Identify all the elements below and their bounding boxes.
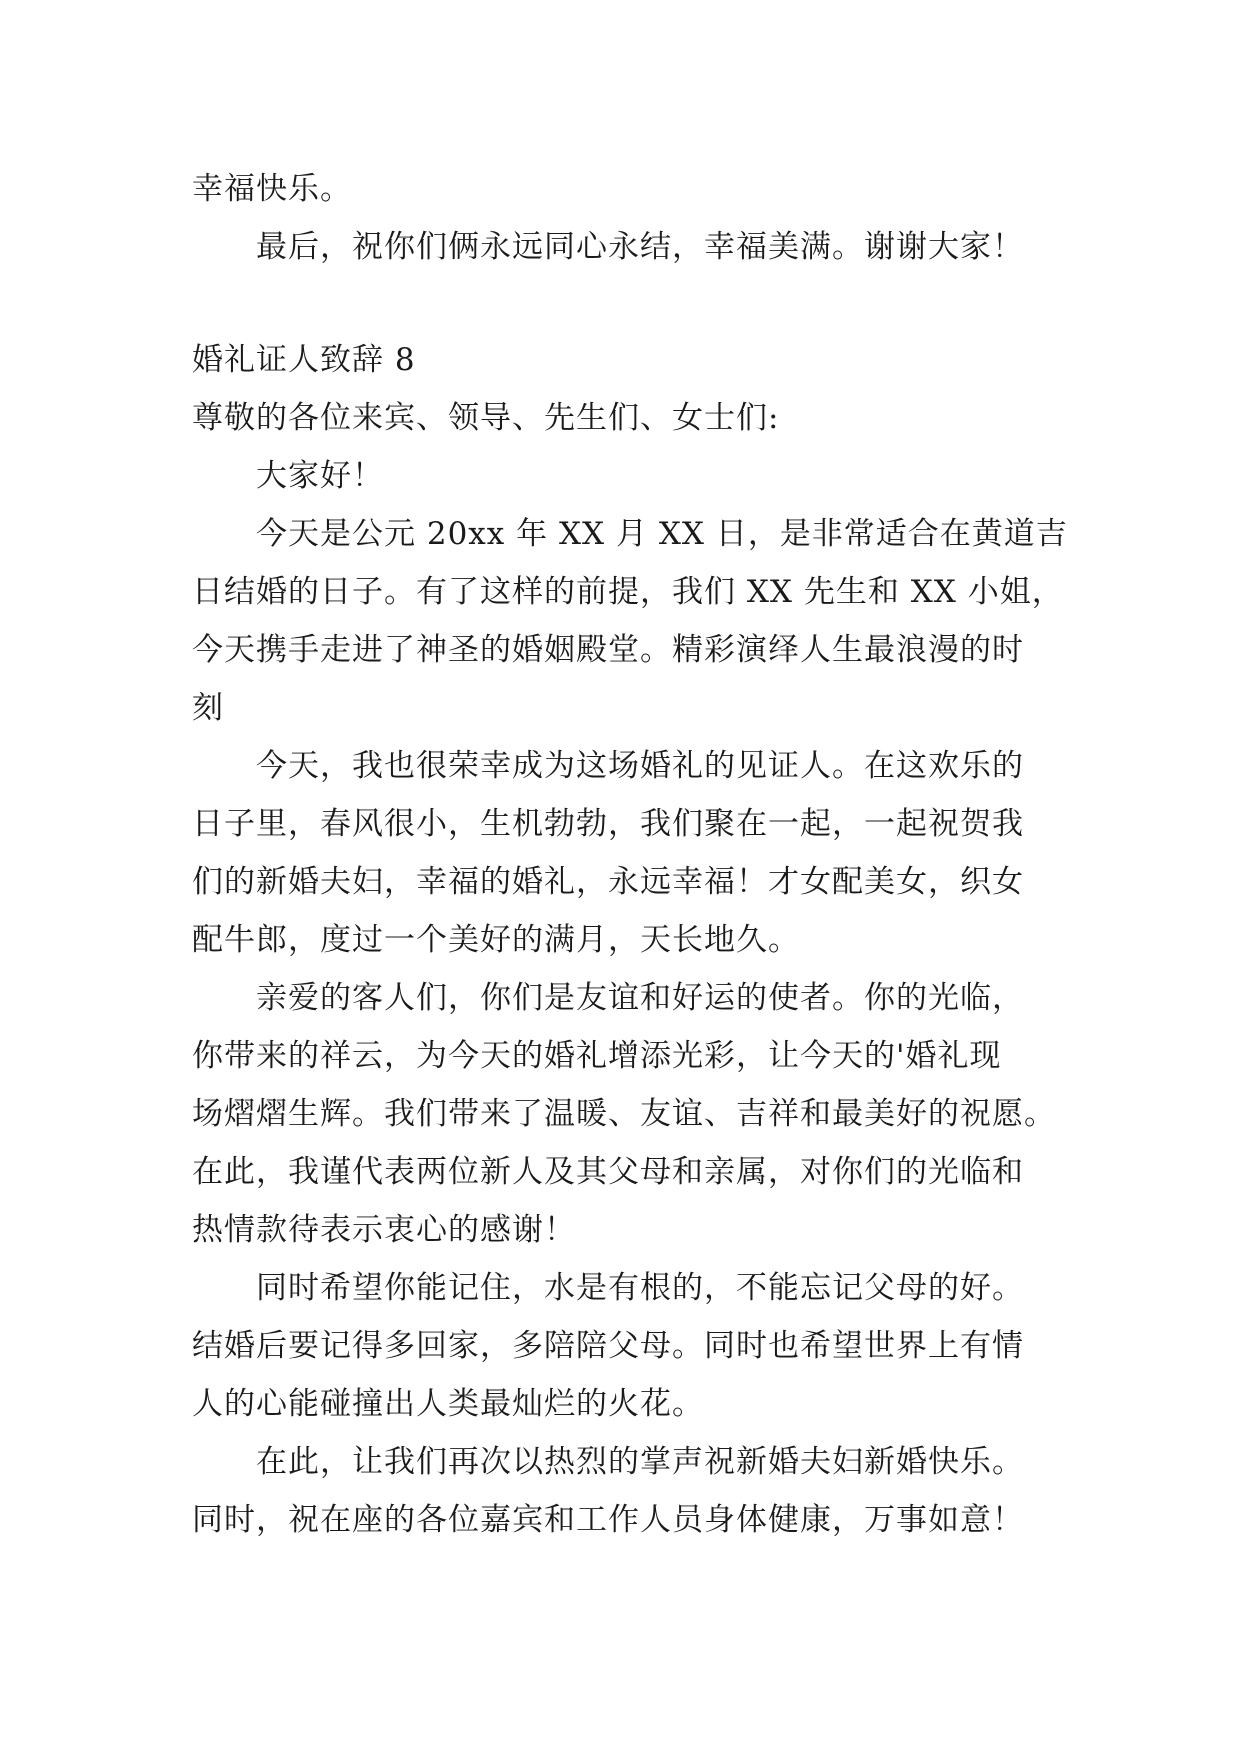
text-line: 场熠熠生辉。我们带来了温暖、友谊、吉祥和最美好的祝愿。 [192, 1096, 1056, 1132]
section-title: 婚礼证人致辞 8 [192, 342, 416, 378]
text-line: 日结婚的日子。有了这样的前提，我们 XX 先生和 XX 小姐， [192, 574, 1064, 610]
text-line: 同时，祝在座的各位嘉宾和工作人员身体健康，万事如意！ [192, 1502, 1024, 1538]
salutation: 尊敬的各位来宾、领导、先生们、女士们: [192, 400, 780, 436]
greeting: 大家好！ [256, 458, 384, 494]
text-line: 幸福快乐。 [192, 171, 352, 207]
paragraph-5 [192, 1433, 1072, 1549]
text-line: 你带来的祥云，为今天的婚礼增添光彩，让今天的'婚礼现 [192, 1038, 1002, 1074]
text-line: 日子里，春风很小，生机勃勃，我们聚在一起，一起祝贺我 [192, 806, 1024, 842]
paragraph-1 [192, 505, 1072, 737]
text-line: 刻 [192, 690, 224, 726]
text-line: 配牛郎，度过一个美好的满月，天长地久。 [192, 922, 800, 958]
text-line: 热情款待表示衷心的感谢！ [192, 1212, 576, 1248]
text-line: 今天，我也很荣幸成为这场婚礼的见证人。在这欢乐的 [256, 748, 1024, 784]
text-line: 结婚后要记得多回家，多陪陪父母。同时也希望世界上有情 [192, 1328, 1024, 1364]
section-gap [192, 276, 1072, 331]
text-line: 们的新婚夫妇，幸福的婚礼，永远幸福！才女配美女，织女 [192, 864, 1024, 900]
text-line: 亲爱的客人们，你们是友谊和好运的使者。你的光临， [256, 980, 1024, 1016]
text-line: 今天携手走进了神圣的婚姻殿堂。精彩演绎人生最浪漫的时 [192, 632, 1024, 668]
text-line: 人的心能碰撞出人类最灿烂的火花。 [192, 1386, 704, 1422]
text-line: 在此，让我们再次以热烈的掌声祝新婚夫妇新婚快乐。 [256, 1444, 1024, 1480]
paragraph-3 [192, 969, 1072, 1259]
text-line: 今天是公元 20xx 年 XX 月 XX 日，是非常适合在黄道吉 [256, 516, 1068, 552]
text-line: 在此，我谨代表两位新人及其父母和亲属，对你们的光临和 [192, 1154, 1024, 1190]
paragraph-4 [192, 1259, 1072, 1433]
text-line: 同时希望你能记住，水是有根的，不能忘记父母的好。 [256, 1270, 1024, 1306]
paragraph-2 [192, 737, 1072, 969]
document-body [192, 160, 1072, 1549]
closing-line: 最后，祝你们俩永远同心永结，幸福美满。谢谢大家！ [256, 229, 1024, 265]
